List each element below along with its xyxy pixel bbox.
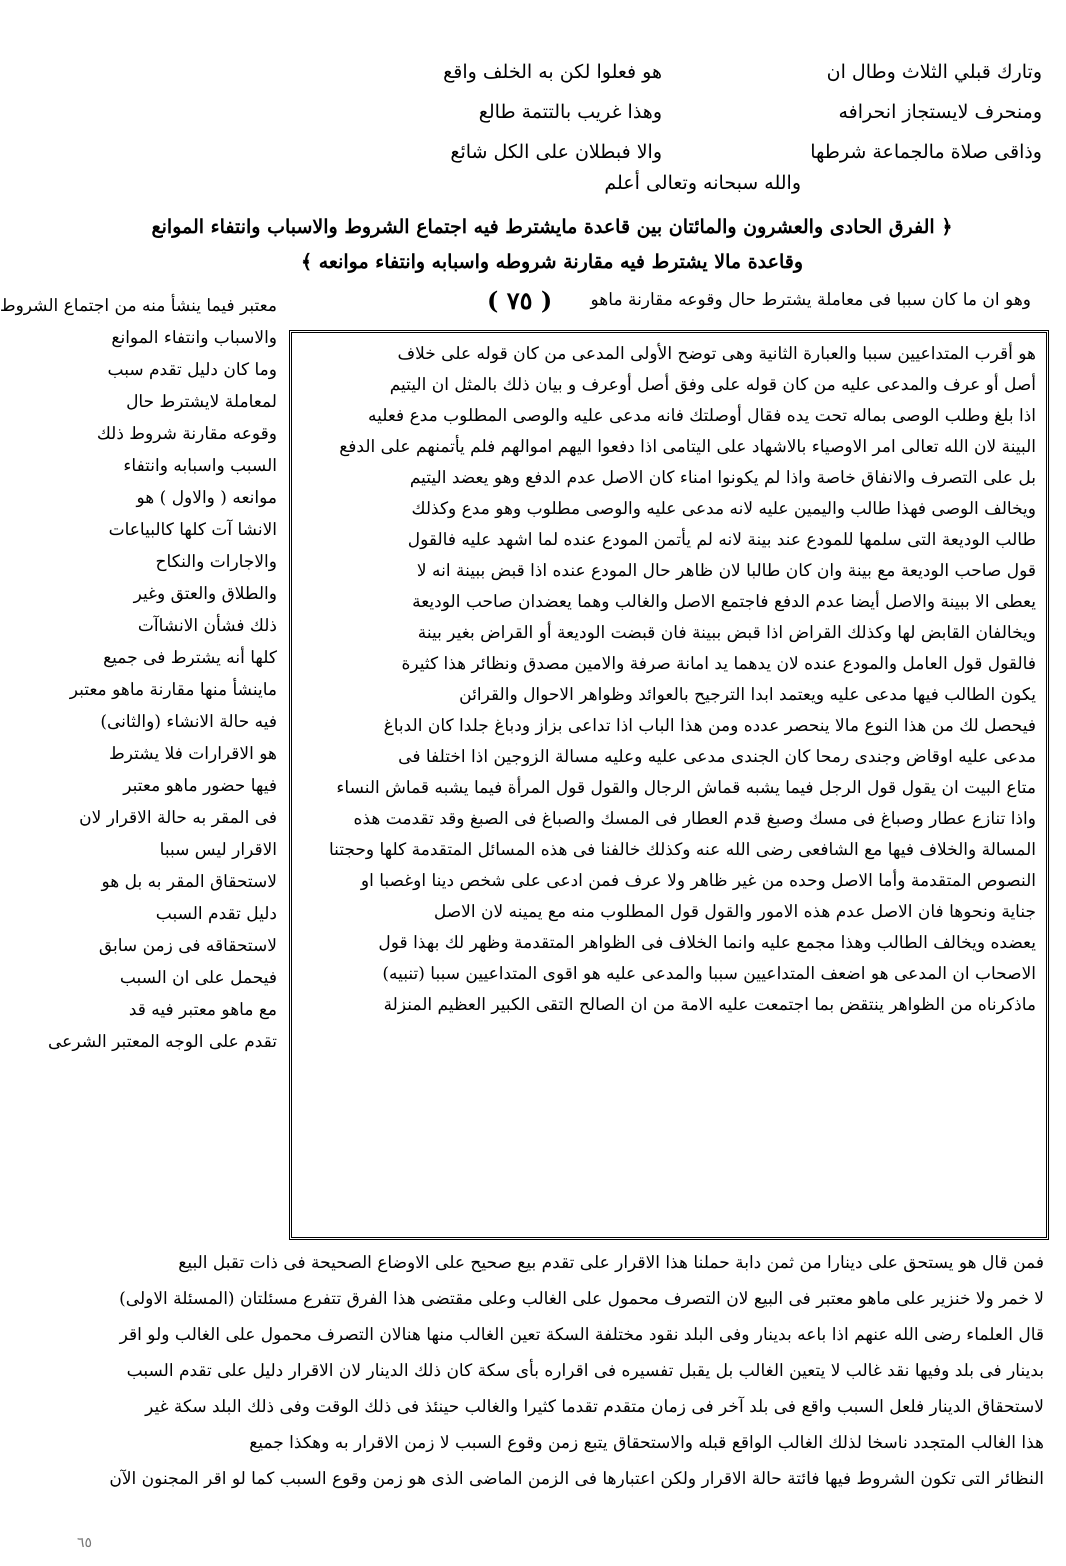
margin-line: والطلاق والعتق وغير (133, 584, 277, 604)
main-text-line: المسالة والخلاف فيها مع الشافعى رضى الله عنه وكذلك خالفنا فى هذه المسائل المتقدمة كلها وحجتنا (328, 840, 1036, 860)
margin-line: والاسباب وانتفاء الموانع (111, 328, 277, 348)
bottom-text-line: لا خمر ولا خنزير على ماهو معتبر فى البيع لان التصرف محمول على الغالب وعلى مقتضى هذا الفرق تتفرع مسئلتان (المسئلة الاولى) (119, 1289, 1044, 1309)
main-text-box (289, 330, 1049, 1240)
poem-hemistich-second: وهذا غريب بالتتمة طالع (478, 101, 662, 123)
main-text-line: ماذكرناه من الظواهر ينتقض بما اجتمعت عليه الامة من ان الصالح التقى الكبير العظيم المنزلة (383, 995, 1036, 1015)
main-text-line: أصل أو عرف والمدعى عليه من كان قوله على وفق أصل أوعرف و بيان ذلك بالمثل ان اليتيم (389, 375, 1036, 395)
section-heading-line: وقاعدة مالا يشترط فيه مقارنة شروطه واسبابه وانتفاء موانعه ﴾ (300, 251, 803, 273)
poem-row (302, 92, 1042, 132)
main-text-line: هو أقرب المتداعيين سببا والعبارة الثانية وهى توضح الأولى المدعى من كان قوله على خلاف (397, 344, 1036, 364)
margin-line: موانعه ( والاول ) هو (136, 488, 277, 508)
margin-line: الانشا آت كلها كالبياعات (108, 520, 277, 540)
bottom-text-block (69, 1245, 1044, 1497)
main-text-line: يكون الطالب فيها مدعى عليه ويعتمد ابدا الترجيح بالعوائد وظواهر الاحوال والقرائن (459, 685, 1036, 705)
main-text-line: يعطى الا ببينة والاصل أيضا عدم الدفع فاجتمع الاصل والغالب وهما يعضدان صاحب الوديعة (412, 592, 1036, 612)
section-heading-line: ﴿ الفرق الحادى والعشرون والمائتان بين قاعدة مايشترط فيه اجتماع الشروط والاسباب وانتفاء الموانع (151, 216, 953, 238)
main-text-line: الاصحاب ان المدعى هو اضعف المتداعيين سببا والمدعى عليه هو اقوى المتداعيين سببا (تنبيه) (382, 964, 1036, 984)
margin-line: فيها حضور ماهو معتبر (123, 776, 277, 796)
margin-line: تقدم على الوجه المعتبر الشرعى (48, 1032, 277, 1052)
poem-hemistich-first: ومنحرف لايستجاز انحرافه (838, 101, 1042, 123)
margin-line: معتبر فيما ينشأ منه من اجتماع الشروط (0, 296, 277, 316)
corner-mark: ٦٥ (77, 1535, 93, 1551)
margin-line: وقوعه مقارنة شروط ذلك (96, 424, 277, 444)
margin-line: هو الاقرارات فلا يشترط (109, 744, 277, 764)
main-text-line: البينة لان الله تعالى امر الاوصياء بالاشهاد على اليتامى اذا دفعوا اليهم اموالهم فلم يأتمنهم على الدفع (339, 437, 1036, 457)
margin-line: السبب واسبابه وانتفاء (123, 456, 277, 476)
margin-line: والاجارات والنكاح (155, 552, 277, 572)
margin-line: لاستحقاق المقر به بل هو (101, 872, 277, 892)
main-text-line: جناية ونحوها فان الاصل عدم هذه الامور والقول قول المطلوب منه مع يمينه لان الاصل (433, 902, 1036, 922)
closing-formula: والله سبحانه وتعالى أعلم (604, 172, 801, 194)
margin-line: فيه حالة الانشاء (والثانى) (100, 712, 277, 732)
main-text-line: بل على التصرف والانفاق خاصة واذا لم يكونوا امناء كان الاصل عدم الدفع وهو يعضد اليتيم (409, 468, 1036, 488)
bottom-text-line: النظائر التى تكون الشروط فيها فائتة حالة الاقرار ولكن اعتبارها فى الزمن الماضى الذى هو زمن وقوع السبب كما لو اقر المجنون الآن (109, 1469, 1044, 1489)
margin-line: وما كان دليل تقدم سبب (107, 360, 277, 380)
main-text-line: فيحصل لك من هذا النوع مالا ينحصر عدده ومن هذا الباب اذا تداعى بزاز ودباغ جلدا كان الدباغ (383, 716, 1036, 736)
main-text-line: ويخالفان القابض لها وكذلك القراض اذا قبض ببينة فان قبضت الوديعة أو القراض بغير بينة (417, 623, 1036, 643)
main-text-line: قول صاحب الوديعة مع بينة وان كان طالبا لان ظاهر حال المودع عنده اذا قبض ببينة انه لا (416, 561, 1036, 581)
main-text-line: طالب الوديعة التى سلمها للمودع عند بينة لانه لم يأتمن المودع عنده لما اشهد عليه فالقول (407, 530, 1036, 550)
poem-row (302, 52, 1042, 92)
margin-line: فيحمل على ان السبب (119, 968, 277, 988)
main-text-line: مدعى عليه اوقاض وجندى رمحا كان الجندى مدعى عليه وعليه مسالة الزوجين اذا اختلفا فى (398, 747, 1036, 767)
poem-row (302, 132, 1042, 172)
margin-column (0, 290, 277, 1058)
margin-line: الاقرار ليس سببا (159, 840, 277, 860)
poem-hemistich-first: وذاقى صلاة مالجماعة شرطها (810, 141, 1042, 163)
bottom-text-line: هذا الغالب المتجدد ناسخا لذلك الغالب الواقع قبله والاستحقاق يتبع زمن وقوع السبب لا زمن الاقرار به وهكذا جميع (249, 1433, 1044, 1453)
page-number: ( ٧٥ ) (487, 286, 553, 315)
margin-line: دليل تقدم السبب (155, 904, 277, 924)
poem-hemistich-second: هو فعلوا لكن به الخلف واقع (443, 61, 662, 83)
margin-line: ماينشأ منها مقارنة ماهو معتبر (69, 680, 277, 700)
section-heading (77, 210, 1027, 280)
main-text-line: فالقول قول العامل والمودع عنده لان يدهما يد امانة صرفة والامين مصدق ونظائر هذا كثيرة (401, 654, 1036, 674)
poem-verses (302, 52, 1042, 172)
main-text-line: متاع البيت ان يقول قول الرجل فيما يشبه قماش الرجال والقول قول المرأة فيما يشبه قماش النساء (336, 778, 1036, 798)
bottom-text-line: لاستحقاق الدينار فلعل السبب واقع فى بلد آخر فى زمان متقدم تقدما كثيرا والغالب حينئذ فى ذلك الوقت وفى ذلك البلد سكة غير (145, 1397, 1044, 1417)
margin-line: فى المقر به حالة الاقرار لان (79, 808, 277, 828)
main-text-line: النصوص المتقدمة وأما الاصل وحده من غير ظاهر ولا عرف فمن ادعى على شخص دينا اوغصبا او (360, 871, 1036, 891)
poem-hemistich-first: وتارك قبلي الثلاث وطال ان (826, 61, 1042, 83)
bottom-text-line: فمن قال هو يستحق على دينارا من ثمن دابة حملنا هذا الاقرار على تقدم بيع صحيح على الاوضاع الصحيحة فى ذات تقبل البيع (178, 1253, 1044, 1273)
main-text-line: واذا تنازع عطار وصباغ فى مسك وصبغ قدم العطار فى المسك والصباغ فى الصبغ وقد تقدمت هذه (353, 809, 1036, 829)
margin-line: لمعاملة لايشترط حال (126, 392, 277, 412)
intro-line: وهو ان ما كان سببا فى معاملة يشترط حال وقوعه مقارنة ماهو (590, 290, 1031, 310)
main-text-line: يعضده ويخالف الطالب وهذا مجمع عليه وانما الخلاف فى الظواهر المتقدمة وظهر لك بهذا قول (378, 933, 1036, 953)
margin-line: لاستحقاقه فى زمن سابق (98, 936, 277, 956)
poem-hemistich-second: والا فبطلان على الكل شائع (450, 141, 662, 163)
bottom-text-line: بدينار فى بلد وفيها نقد غالب لا يتعين الغالب بل يقبل تفسيره فى اقراره بأى سكة كان ذلك الدينار لان الاقرار دليل على تقدم السبب (126, 1361, 1044, 1381)
margin-line: كلها أنه يشترط فى جميع (103, 648, 277, 668)
main-text-line: ويخالف الوصى فهذا طالب واليمين عليه لانه مدعى عليه والوصى مطلوب وهو مدع وكذلك (411, 499, 1036, 519)
main-text-line: اذا بلغ وطلب الوصى بماله تحت يده فقال أوصلتك فانه مدعى عليه والوصى المطلوب مدع فعليه (367, 406, 1036, 426)
bottom-text-line: قال العلماء رضى الله عنهم اذا باعه بدينار وفى البلد نقود مختلفة السكة تعين الغالب منها هنالان التصرف محمول على الغالب ولو اقر (119, 1325, 1044, 1345)
margin-line: مع ماهو معتبر فيه قد (128, 1000, 277, 1020)
margin-line: ذلك فشأن الانشاآت (137, 616, 277, 636)
